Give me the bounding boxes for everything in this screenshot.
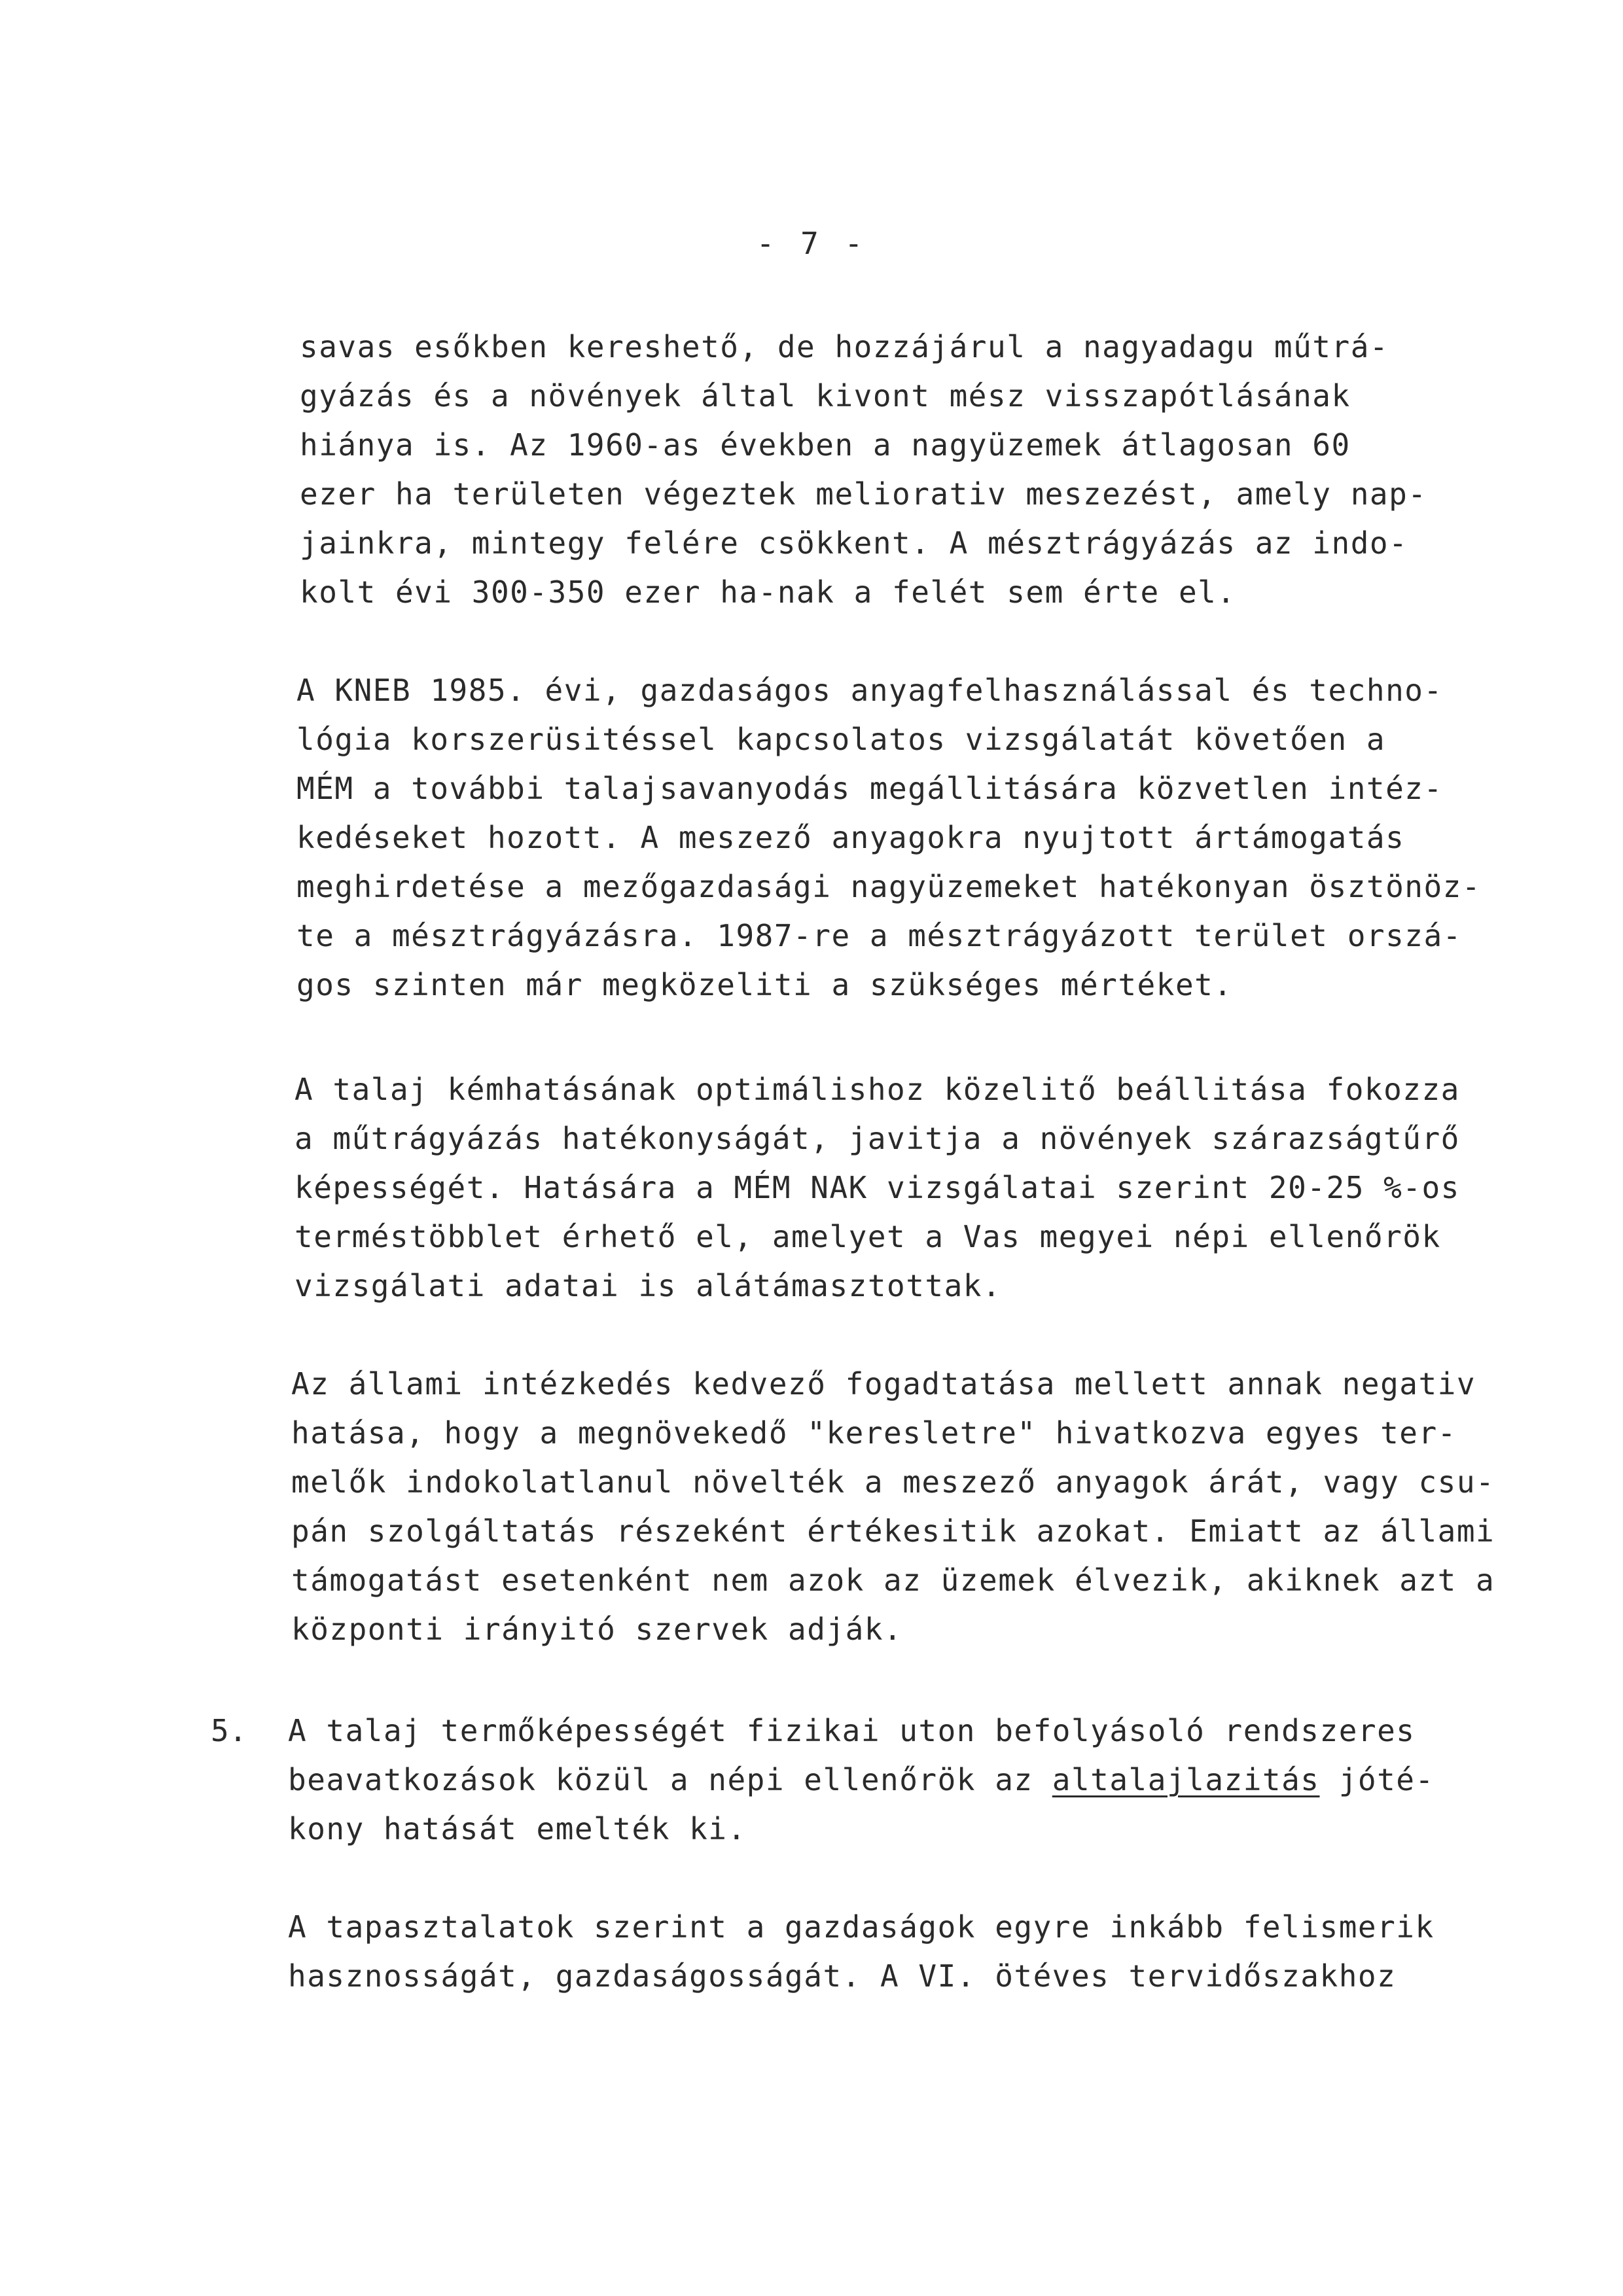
text-line: A KNEB 1985. évi, gazdaságos anyagfelhasználással és techno- xyxy=(296,673,1443,708)
text-line: MÉM a további talajsavanyodás megállitására közvetlen intéz- xyxy=(296,771,1443,806)
text-line: hatása, hogy a megnövekedő "keresletre" hivatkozva egyes ter- xyxy=(291,1415,1457,1451)
text-line: hiánya is. Az 1960-as években a nagyüzemek átlagosan 60 xyxy=(300,427,1351,463)
text-line: A tapasztalatok szerint a gazdaságok egyre inkább felismerik xyxy=(288,1909,1435,1945)
text-line: A talaj termőképességét fizikai uton befolyásoló rendszeres xyxy=(288,1713,1416,1748)
text-line: te a mésztrágyázásra. 1987-re a mésztrágyázott terület orszá- xyxy=(296,918,1462,953)
text-line: pán szolgáltatás részeként értékesitik azokat. Emiatt az állami xyxy=(291,1513,1495,1549)
text-line: gyázás és a növények által kivont mész visszapótlásának xyxy=(300,378,1351,414)
text-line: kony hatását emelték ki. xyxy=(288,1811,747,1846)
text-line: meghirdetése a mezőgazdasági nagyüzemeket hatékonyan ösztönöz- xyxy=(296,869,1482,904)
text-line: képességét. Hatására a MÉM NAK vizsgálatai szerint 20-25 %-os xyxy=(294,1170,1460,1205)
text-line: vizsgálati adatai is alátámasztottak. xyxy=(294,1268,1002,1303)
text-line: hasznosságát, gazdaságosságát. A VI. ötéves tervidőszakhoz xyxy=(288,1958,1397,1994)
text-line: kolt évi 300-350 ezer ha-nak a felét sem érte el. xyxy=(300,574,1236,610)
page-number: - 7 - xyxy=(756,226,867,261)
text-line: A talaj kémhatásának optimálishoz közelitő beállitása fokozza xyxy=(294,1072,1460,1107)
text-line-with-emphasis xyxy=(288,1760,1435,1799)
text-line: kedéseket hozott. A meszező anyagokra nyujtott ártámogatás xyxy=(296,820,1405,855)
text-line: melők indokolatlanul növelték a meszező anyagok árát, vagy csu- xyxy=(291,1464,1495,1500)
text-line: Az állami intézkedés kedvező fogadtatása mellett annak negativ xyxy=(291,1366,1476,1402)
text-line: terméstöbblet érhető el, amelyet a Vas megyei népi ellenőrök xyxy=(294,1219,1441,1254)
text-line: jainkra, mintegy felére csökkent. A mésztrágyázás az indo- xyxy=(300,525,1408,561)
text-line: támogatást esetenként nem azok az üzemek élvezik, akiknek azt a xyxy=(291,1563,1495,1598)
item-number: 5. xyxy=(211,1713,247,1748)
text-line: a műtrágyázás hatékonyságát, javitja a növények szárazságtűrő xyxy=(294,1121,1460,1156)
text-line: központi irányitó szervek adják. xyxy=(291,1612,903,1647)
text-line: savas esőkben kereshető, de hozzájárul a nagyadagu műtrá- xyxy=(300,329,1389,364)
underlined-term: altalajlazitás xyxy=(1052,1762,1320,1797)
text-line: lógia korszerüsitéssel kapcsolatos vizsgálatát követően a xyxy=(296,722,1386,757)
text-run: beavatkozások közül a népi ellenőrök az xyxy=(288,1762,1052,1797)
text-line: gos szinten már megközeliti a szükséges mértéket. xyxy=(296,967,1233,1002)
text-line: ezer ha területen végeztek meliorativ meszezést, amely nap- xyxy=(300,476,1427,512)
text-run: jóté- xyxy=(1319,1762,1435,1797)
